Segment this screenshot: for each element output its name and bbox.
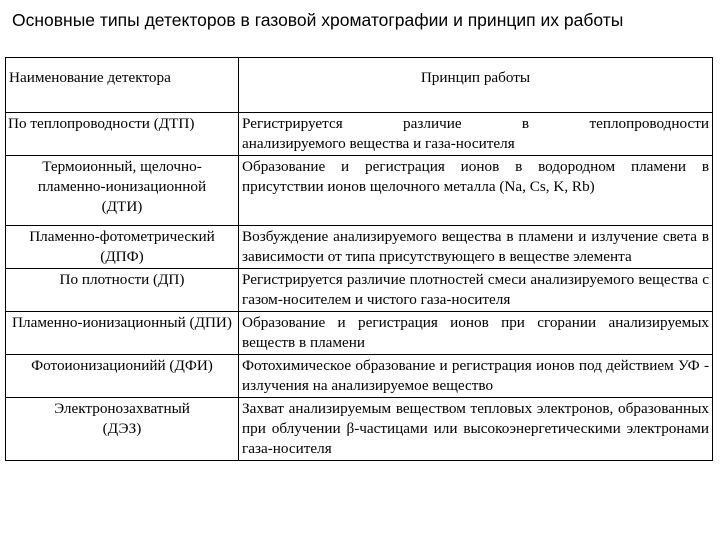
table-row (6, 355, 713, 398)
detector-principle-line: анализируемого вещества и газа-носителя (242, 135, 515, 152)
detectors-table (5, 57, 713, 461)
detector-name: По теплопроводности (ДТП) (6, 113, 239, 156)
header-detector-name: Наименование детектора (6, 58, 239, 113)
detector-principle: Регистрируется различие плотностей смеси анализируемого вещества с газом-носителем и чистого газа-носителя (239, 269, 713, 312)
table-row (6, 113, 713, 156)
detector-principle: Образование и регистрация ионов в водородном пламени в присутствии ионов щелочного металла (Na, Cs, K, Rb) (239, 156, 713, 226)
detector-principle (239, 113, 713, 156)
detector-name: Пламенно-ионизационный (ДПИ) (6, 312, 239, 355)
header-principle: Принцип работы (239, 58, 713, 113)
header-row (6, 58, 713, 113)
detector-principle: Захват анализируемым веществом тепловых электронов, образованных при облучении β-частицами или высокоэнергетическими электронами газа-носителя (239, 398, 713, 461)
table-row (6, 226, 713, 269)
detector-principle: Образование и регистрация ионов при сгорании анализируемых веществ в пламени (239, 312, 713, 355)
slide-title: Основные типы детекторов в газовой хроматографии и принцип их работы (12, 10, 624, 30)
detector-name: Электронозахватный (ДЭЗ) (6, 398, 239, 461)
table-row (6, 312, 713, 355)
table-row (6, 398, 713, 461)
detector-name: Термоионный, щелочно-пламенно-ионизационной (ДТИ) (6, 156, 239, 226)
detector-principle-line: Регистрируется различие в теплопроводности (242, 115, 709, 132)
detector-name: Фотоионизационийй (ДФИ) (6, 355, 239, 398)
detector-name: Пламенно-фотометрический (ДПФ) (6, 226, 239, 269)
table-row (6, 156, 713, 226)
detector-principle: Фотохимическое образование и регистрация ионов под действием УФ - излучения на анализируемое вещество (239, 355, 713, 398)
table-row (6, 269, 713, 312)
detector-principle: Возбуждение анализируемого вещества в пламени и излучение света в зависимости от типа присутствующего в веществе элемента (239, 226, 713, 269)
detector-name: По плотности (ДП) (6, 269, 239, 312)
